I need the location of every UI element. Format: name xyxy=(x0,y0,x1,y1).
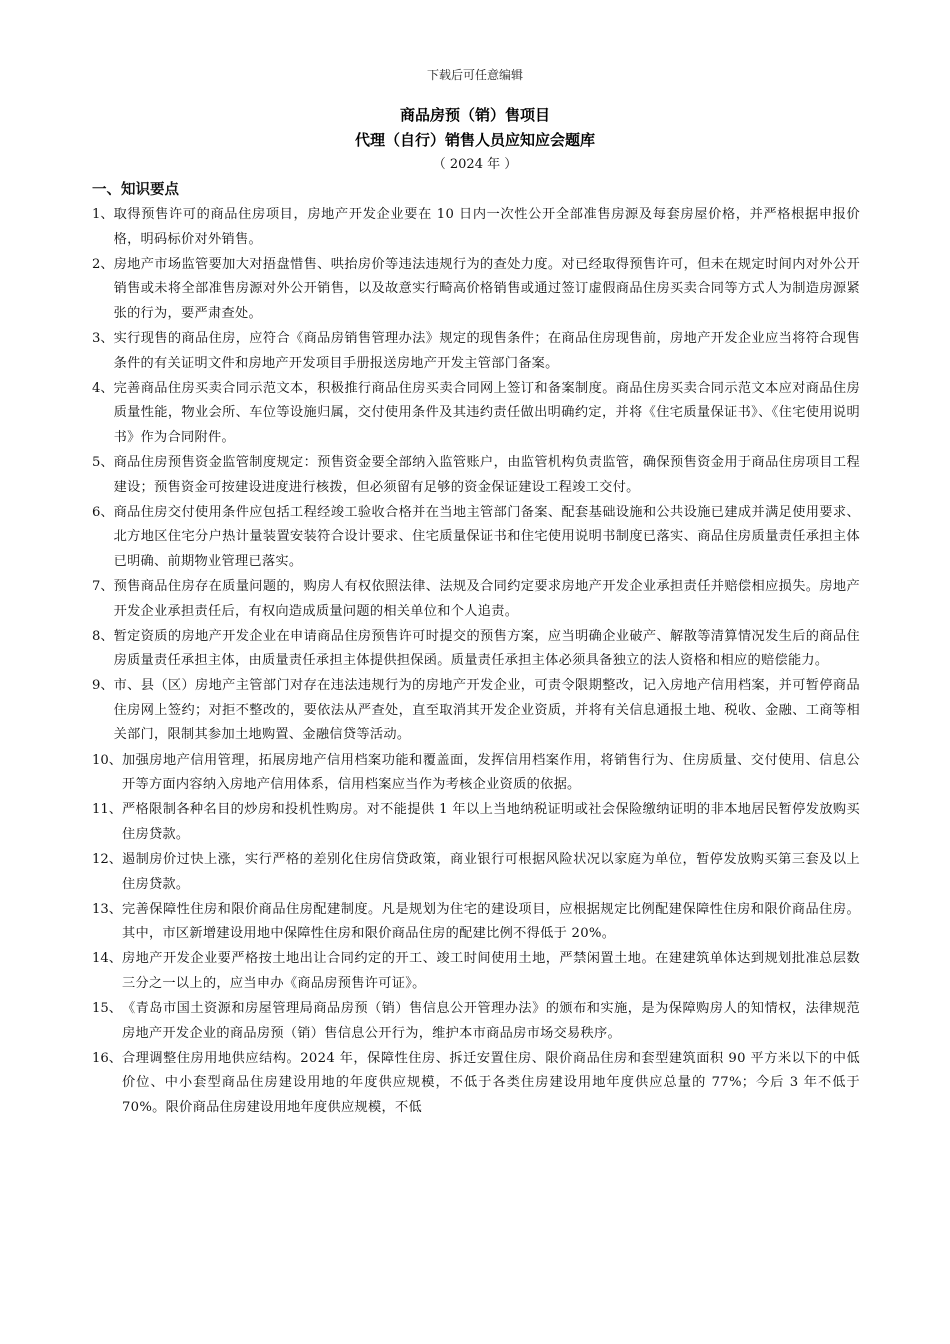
item-text: 商品住房预售资金监管制度规定：预售资金要全部纳入监管账户，由监管机构负责监管，确保预售资金用于商品住房项目工程建设；预售资金可按建设进度进行核拨，但必须留有足够的资金保证建设工程竣工交付。 xyxy=(113,454,860,495)
list-item xyxy=(92,674,860,748)
item-text: 《青岛市国土资源和房屋管理局商品房预（销）售信息公开管理办法》的颁布和实施，是为保障购房人的知情权，法律规范房地产开发企业的商品房预（销）售信息公开行为，维护本市商品房市场交易秩序。 xyxy=(121,1001,860,1041)
item-text: 实行现售的商品住房，应符合《商品房销售管理办法》规定的现售条件；在商品住房现售前，房地产开发企业应当将符合现售条件的有关证明文件和房地产开发项目手册报送房地产开发主管部门备案。 xyxy=(113,330,860,371)
document-subtitle: 代理（自行）销售人员应知应会题库 xyxy=(354,131,595,149)
item-number: 12、 xyxy=(92,851,122,867)
item-text: 商品住房交付使用条件应包括工程经竣工验收合格并在当地主管部门备案、配套基础设施和公共设施已建成并满足使用要求、北方地区住宅分户热计量装置安装符合设计要求、住宅质量保证书和住宅使用说明书制度已落实、商品住房质量责任承担主体已明确、前期物业管理已落实。 xyxy=(113,504,860,569)
item-text: 完善商品住房买卖合同示范文本，积极推行商品住房买卖合同网上签订和备案制度。商品住房买卖合同示范文本应对商品住房质量性能，物业会所、车位等设施归属，交付使用条件及其违约责任做出明确约定，并将《住宅质量保证书》、《住宅使用说明书》作为合同附件。 xyxy=(113,380,860,445)
item-text: 市、县（区）房地产主管部门对存在违法违规行为的房地产开发企业，可责令限期整改，记入房地产信用档案，并可暂停商品住房网上签约；对拒不整改的，要依法从严查处，直至取消其开发企业资质，并将有关信息通报土地、税收、金融、工商等相关部门，限制其参加土地购置、金融信贷等活动。 xyxy=(113,678,860,743)
list-item xyxy=(92,798,860,847)
list-item xyxy=(92,898,860,947)
document-title: 商品房预（销）售项目 xyxy=(399,106,550,124)
item-number: 9、 xyxy=(92,678,114,694)
knowledge-list xyxy=(92,203,860,1121)
item-text: 合理调整住房用地供应结构。2024 年，保障性住房、拆迁安置住房、限价商品住房和套型建筑面积 90 平方米以下的中低价位、中小套型商品住房建设用地的年度供应规模，不低于各类住房建设用地年度供应总量的 77%；今后 3 年不低于 70%。限价商品住房建设用地年度供应规模，不低 xyxy=(121,1050,860,1115)
list-item xyxy=(92,203,860,252)
item-number: 5、 xyxy=(92,454,114,470)
item-number: 6、 xyxy=(92,504,114,520)
item-text: 加强房地产信用管理，拓展房地产信用档案功能和覆盖面，发挥信用档案作用，将销售行为、住房质量、交付使用、信息公开等方面内容纳入房地产信用体系，信用档案应当作为考核企业资质的依据。 xyxy=(121,752,860,793)
item-number: 3、 xyxy=(92,330,114,346)
document-year: （ 2024 年 ） xyxy=(432,157,518,172)
item-number: 13、 xyxy=(92,901,122,917)
item-number: 2、 xyxy=(92,256,114,272)
item-text: 预售商品住房存在质量问题的，购房人有权依照法律、法规及合同约定要求房地产开发企业承担责任并赔偿相应损失。房地产开发企业承担责任后，有权向造成质量问题的相关单位和个人追责。 xyxy=(113,578,860,619)
list-item xyxy=(92,253,860,327)
item-text: 房地产市场监管要加大对捂盘惜售、哄抬房价等违法违规行为的查处力度。对已经取得预售许可，但未在规定时间内对外公开销售或未将全部准售房源对外公开销售，以及故意实行畸高价格销售或通过签订虚假商品住房买卖合同等方式人为制造房源紧张的行为，要严肃查处。 xyxy=(113,256,860,321)
list-item xyxy=(92,848,860,897)
section-heading: 一、知识要点 xyxy=(92,182,179,198)
list-item xyxy=(92,947,860,996)
item-number: 16、 xyxy=(92,1050,122,1066)
list-item xyxy=(92,327,860,376)
list-item xyxy=(92,1047,860,1121)
item-text: 完善保障性住房和限价商品住房配建制度。凡是规划为住宅的建设项目，应根据规定比例配建保障性住房和限价商品住房。其中，市区新增建设用地中保障性住房和限价商品住房的配建比例不得低于 20%。 xyxy=(121,901,860,942)
list-item xyxy=(92,501,860,575)
item-text: 房地产开发企业要严格按土地出让合同约定的开工、竣工时间使用土地，严禁闲置土地。在建建筑单体达到规划批准总层数三分之一以上的，应当申办《商品房预售许可证》。 xyxy=(121,951,860,991)
list-item xyxy=(92,451,860,500)
item-number: 15、 xyxy=(92,1001,122,1016)
item-text: 严格限制各种名目的炒房和投机性购房。对不能提供 1 年以上当地纳税证明或社会保险缴纳证明的非本地居民暂停发放购买住房贷款。 xyxy=(121,802,860,842)
list-item xyxy=(92,377,860,451)
item-number: 11、 xyxy=(92,802,122,818)
item-text: 遏制房价过快上涨，实行严格的差别化住房信贷政策，商业银行可根据风险状况以家庭为单位，暂停发放购买第三套及以上住房贷款。 xyxy=(121,851,860,892)
header-note: 下载后可任意编辑 xyxy=(426,68,523,82)
list-item xyxy=(92,997,860,1046)
item-number: 4、 xyxy=(92,380,114,396)
list-item xyxy=(92,625,860,674)
item-number: 8、 xyxy=(92,628,114,644)
item-number: 10、 xyxy=(92,752,122,768)
item-number: 14、 xyxy=(92,951,122,967)
item-text: 取得预售许可的商品住房项目，房地产开发企业要在 10 日内一次性公开全部准售房源及每套房屋价格，并严格根据申报价格，明码标价对外销售。 xyxy=(113,207,860,247)
item-text: 暂定资质的房地产开发企业在申请商品住房预售许可时提交的预售方案，应当明确企业破产、解散等清算情况发生后的商品住房质量责任承担主体，由质量责任承担主体提供担保函。质量责任承担主体必须具备独立的法人资格和相应的赔偿能力。 xyxy=(113,628,860,669)
item-number: 1、 xyxy=(92,207,114,222)
list-item xyxy=(92,575,860,624)
item-number: 7、 xyxy=(92,578,114,594)
list-item xyxy=(92,749,860,798)
